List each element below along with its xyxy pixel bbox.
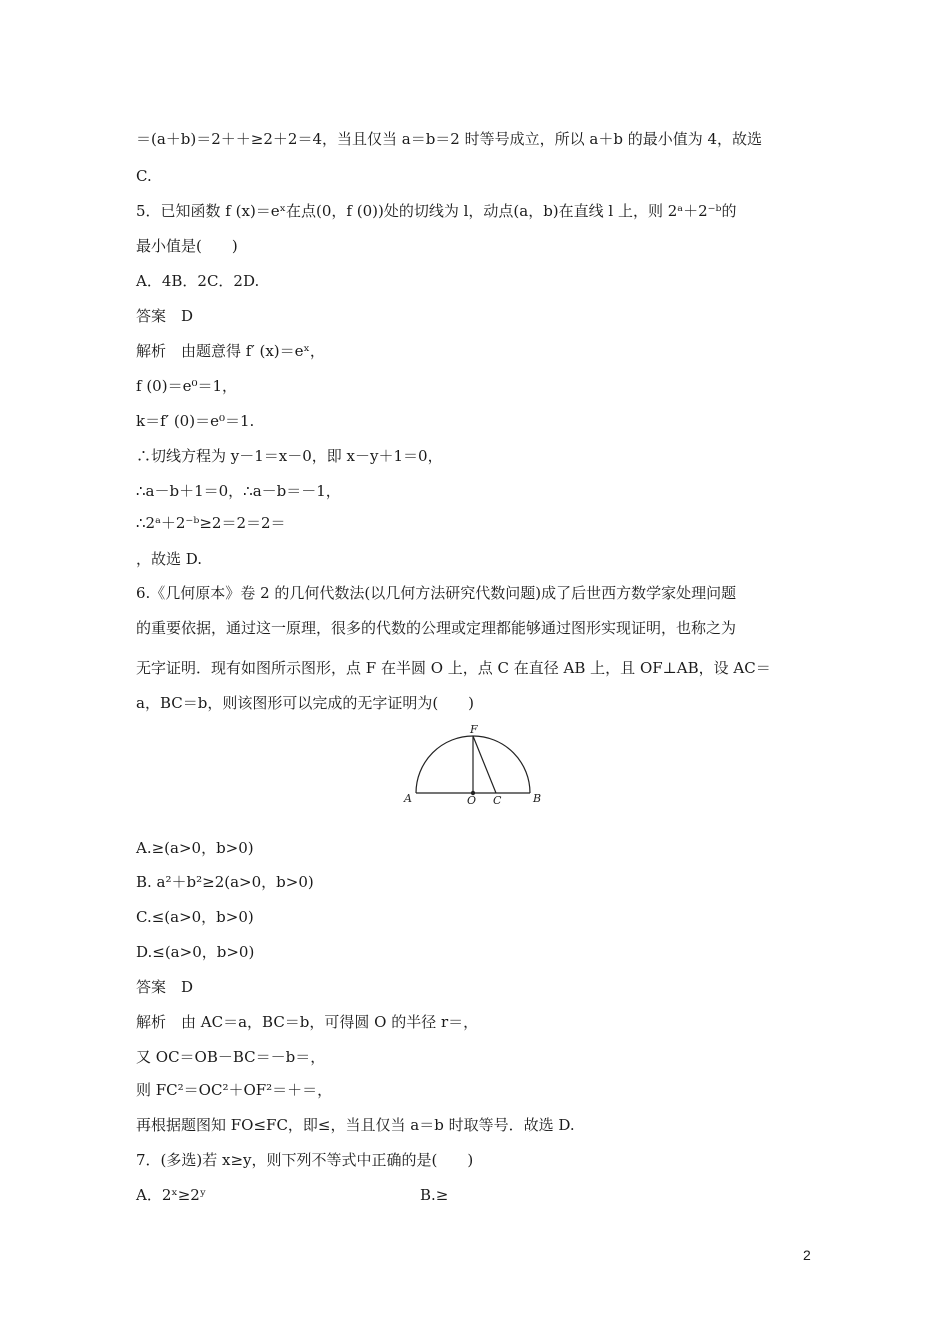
analysis-5-line: ∴2ᵃ＋2⁻ᵇ≥2＝2＝2＝ — [136, 514, 286, 532]
analysis-5-line: ∴a－b＋1＝0，∴a－b＝－1， — [136, 482, 341, 500]
analysis-6-line: 又 OC＝OB－BC＝－b＝， — [136, 1048, 326, 1066]
analysis-5-line: 解析 由题意得 f′ (x)＝eˣ， — [136, 342, 325, 360]
question-5-line-2: 最小值是( ) — [136, 237, 238, 255]
analysis-5-line: ∴切线方程为 y－1＝x－0，即 x－y＋1＝0， — [136, 447, 443, 465]
analysis-5-line: k＝f′ (0)＝e⁰＝1. — [136, 412, 255, 430]
option-c: C.≤(a>0，b>0) — [136, 908, 254, 926]
question-5-line-1: 5．已知函数 f (x)＝eˣ在点(0，f (0))处的切线为 l，动点(a，b)在直线 l 上，则 2ᵃ＋2⁻ᵇ的 — [136, 202, 737, 220]
option-b: B. a²＋b²≥2(a>0，b>0) — [136, 873, 314, 891]
option-a: A.≥(a>0，b>0) — [136, 839, 254, 857]
analysis-6-line: 解析 由 AC＝a，BC＝b，可得圆 O 的半径 r＝， — [136, 1013, 479, 1031]
option-d: D.≤(a>0，b>0) — [136, 943, 255, 961]
text-line: ＝(a＋b)＝2＋＋≥2＋2＝4，当且仅当 a＝b＝2 时等号成立，所以 a＋b 的最小值为 4，故选 — [136, 130, 763, 148]
question-5-options: A．4B．2C．2D. — [136, 272, 260, 290]
label-c: C — [493, 794, 502, 807]
question-7-line: 7．(多选)若 x≥y，则下列不等式中正确的是( ) — [136, 1151, 474, 1169]
question-6-line-2: 的重要依据，通过这一原理，很多的代数的公理或定理都能够通过图形实现证明，也称之为 — [136, 619, 737, 637]
text-line: C. — [136, 167, 152, 185]
question-6-line-3: 无字证明．现有如图所示图形，点 F 在半圆 O 上，点 C 在直径 AB 上，且 OF⊥AB，设 AC＝ — [136, 659, 771, 677]
answer-5: 答案 D — [136, 307, 194, 325]
semicircle-figure — [400, 722, 550, 808]
option-7b: B.≥ — [420, 1186, 449, 1204]
option-7a: A．2ˣ≥2ʸ — [136, 1186, 207, 1204]
label-o: O — [467, 794, 477, 807]
analysis-5-line: ，故选 D. — [136, 550, 203, 568]
analysis-5-line: f (0)＝e⁰＝1， — [136, 377, 238, 395]
page-number: 2 — [803, 1247, 811, 1263]
analysis-6-line: 再根据题图知 FO≤FC，即≤，当且仅当 a＝b 时取等号．故选 D. — [136, 1116, 575, 1134]
question-6-line-4: a，BC＝b，则该图形可以完成的无字证明为( ) — [136, 694, 475, 712]
question-7-options — [136, 1185, 826, 1205]
analysis-6-line: 则 FC²＝OC²＋OF²＝＋＝， — [136, 1081, 333, 1099]
segment-fc — [473, 736, 496, 793]
answer-6: 答案 D — [136, 978, 194, 996]
label-f: F — [470, 723, 478, 736]
question-6-line-1: 6.《几何原本》卷 2 的几何代数法(以几何方法研究代数问题)成了后世西方数学家处理问题 — [136, 584, 737, 602]
label-b: B — [533, 792, 542, 805]
label-a: A — [404, 792, 412, 805]
